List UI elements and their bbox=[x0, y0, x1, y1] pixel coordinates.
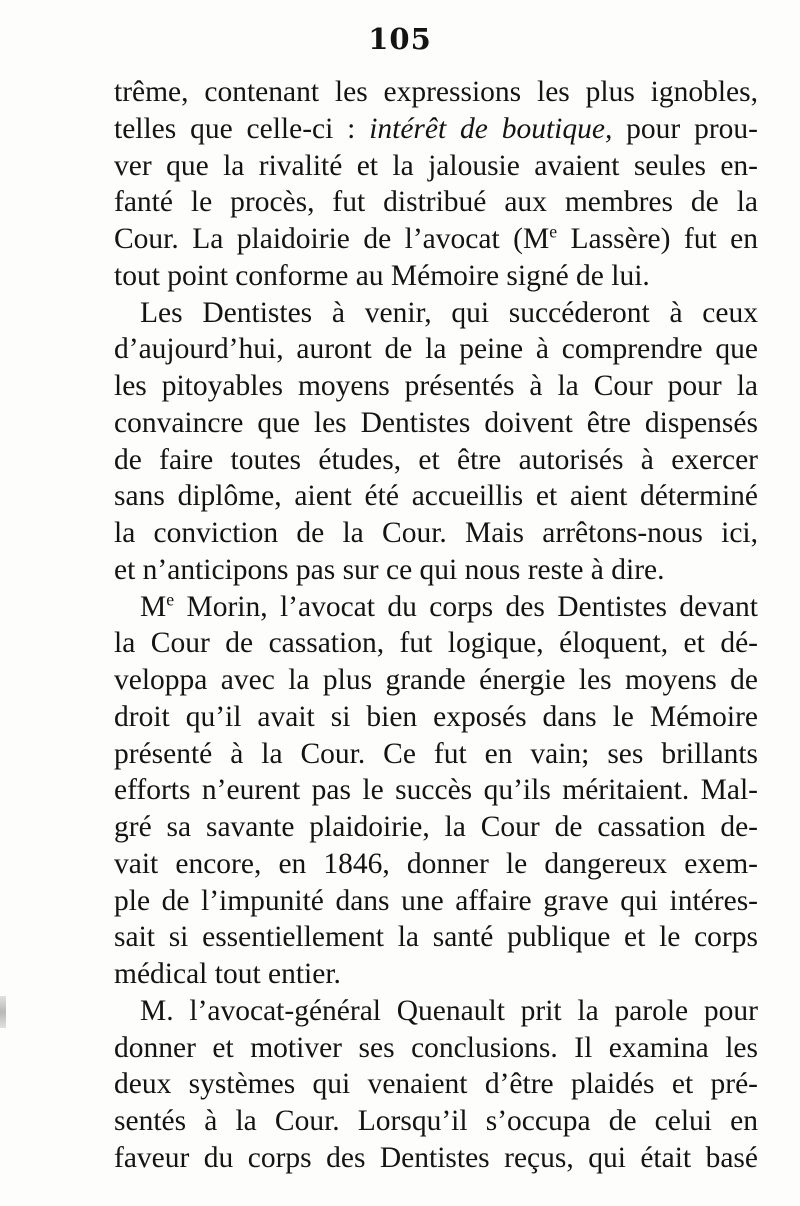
text-line: ple de l’impunité dans une affaire grave qui intéres- bbox=[114, 884, 758, 917]
text-line: deux systèmes qui venaient d’être plaidés et pré- bbox=[114, 1068, 758, 1101]
text-line: de faire toutes études, et être autorisés à exercer bbox=[114, 443, 758, 476]
binding-edge-mark bbox=[0, 996, 6, 1028]
text-line: Me Morin, l’avocat du corps des Dentistes devant bbox=[140, 588, 758, 623]
text-line: médical tout entier. bbox=[114, 958, 341, 990]
italic-phrase: intérêt de boutique, bbox=[369, 112, 613, 145]
text-line: convaincre que les Dentistes doivent être dispensés bbox=[114, 406, 758, 439]
text-line: efforts n’eurent pas le succès qu’ils méritaient. Mal- bbox=[114, 774, 758, 807]
text-line: tout point conforme au Mémoire signé de lui. bbox=[114, 259, 650, 292]
paragraph-4 bbox=[114, 993, 758, 1177]
page-number: 105 bbox=[368, 22, 432, 56]
paragraph-3 bbox=[114, 589, 758, 993]
text-line: la conviction de la Cour. Mais arrêtons-nous ici, bbox=[114, 517, 758, 549]
body-text bbox=[114, 74, 758, 1177]
paragraph-1 bbox=[114, 74, 758, 295]
text-line: gré sa savante plaidoirie, la Cour de cassation de- bbox=[114, 811, 758, 843]
text-line: Les Dentistes à venir, qui succéderont à ceux bbox=[140, 296, 758, 329]
text-line: les pitoyables moyens présentés à la Cour pour la bbox=[114, 370, 758, 402]
text-line: veloppa avec la plus grande énergie les moyens de bbox=[114, 664, 758, 696]
text-line: et n’anticipons pas sur ce qui nous reste à dire. bbox=[114, 553, 665, 586]
text-line: Cour. La plaidoirie de l’avocat (Me Lassère) fut en bbox=[114, 221, 758, 255]
text-line: d’aujourd’hui, auront de la peine à comprendre que bbox=[114, 333, 758, 366]
text-line: ver que la rivalité et la jalousie avaient seules en- bbox=[114, 149, 758, 182]
text-line: fanté le procès, fut distribué aux membres de la bbox=[114, 186, 758, 219]
text-line: sait si essentiellement la santé publique et le corps bbox=[114, 921, 758, 954]
text-line: donner et motiver ses conclusions. Il examina les bbox=[114, 1031, 758, 1064]
text-line: vait encore, en 1846, donner le dangereux exem- bbox=[114, 847, 758, 880]
text-line: sans diplôme, aient été accueillis et aient déterminé bbox=[114, 480, 758, 513]
text-line: M. l’avocat-général Quenault prit la parole pour bbox=[140, 994, 758, 1027]
text-line: telles que celle-ci : intérêt de boutique, pour prou- bbox=[114, 112, 758, 145]
text-line: droit qu’il avait si bien exposés dans le Mémoire bbox=[114, 700, 758, 733]
text-line: sentés à la Cour. Lorsqu’il s’occupa de celui en bbox=[114, 1105, 758, 1137]
paragraph-2 bbox=[114, 295, 758, 589]
text-line: faveur du corps des Dentistes reçus, qui était basé bbox=[114, 1141, 758, 1174]
text-line: la Cour de cassation, fut logique, éloquent, et dé- bbox=[114, 627, 758, 660]
text-line: présenté à la Cour. Ce fut en vain; ses brillants bbox=[114, 737, 758, 770]
text-line: trême, contenant les expressions les plus ignobles, bbox=[114, 76, 758, 108]
